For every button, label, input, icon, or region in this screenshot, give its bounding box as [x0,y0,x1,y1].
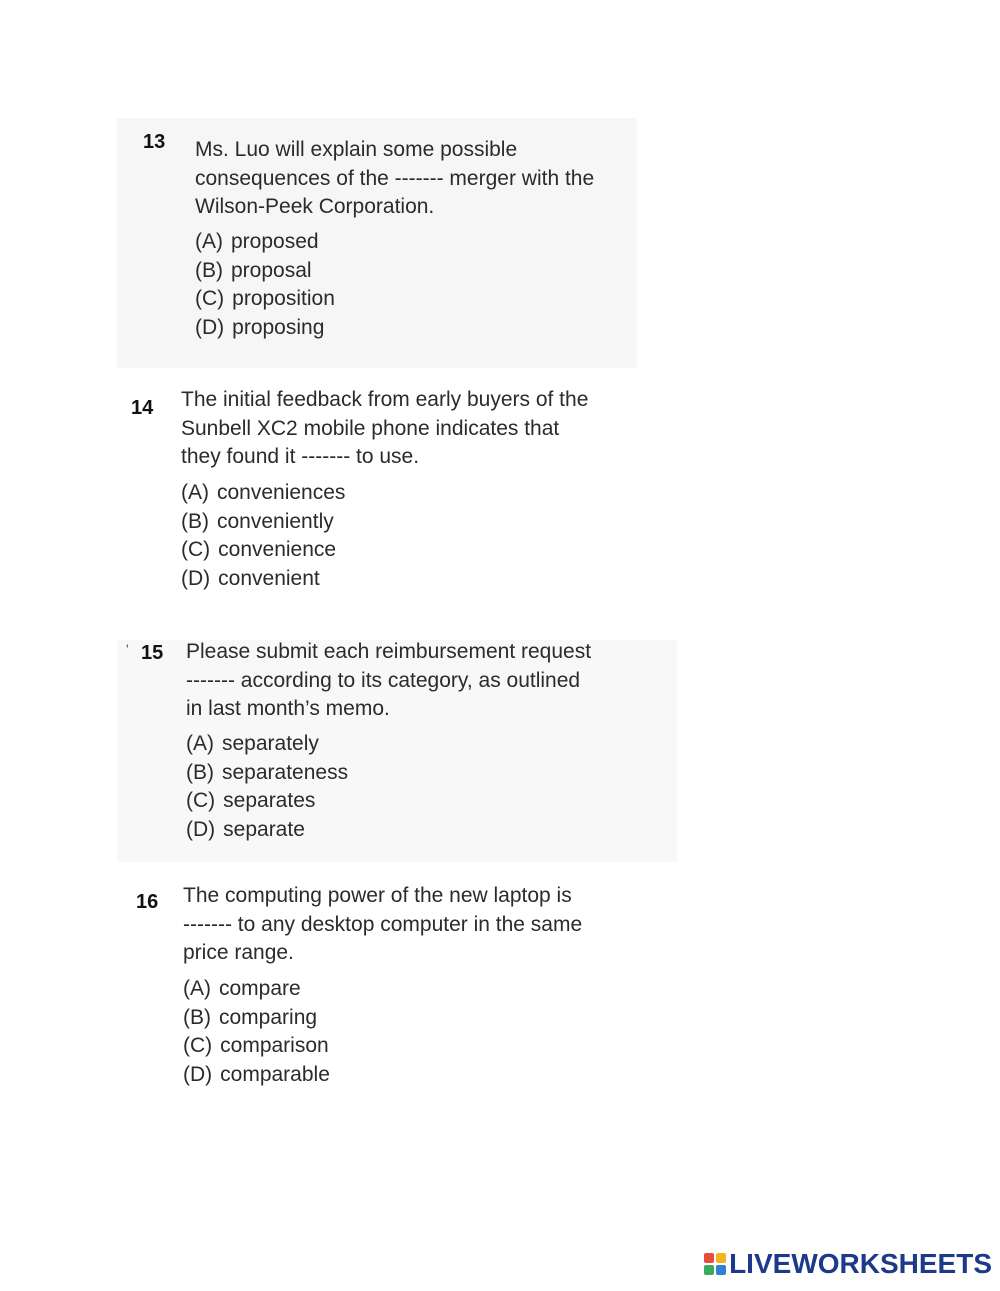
logo-square-blue [716,1265,726,1275]
question-text: The computing power of the new laptop is ------- to any desktop computer in the same price range. [183,884,583,964]
answer-option[interactable]: (D) separate [186,817,305,841]
answer-options [181,479,345,593]
answer-option[interactable]: (A) proposed [195,230,319,253]
answer-option[interactable]: (A) conveniences [181,481,346,504]
answer-option[interactable]: (C) proposition [195,287,335,310]
answer-options [183,975,330,1089]
logo-text: LIVEWORKSHEETS [729,1248,992,1279]
logo-square-green [704,1265,714,1275]
answer-option[interactable]: (A) compare [183,977,301,1000]
scan-mark: ' [126,641,129,657]
answer-option[interactable]: (B) comparing [183,1005,318,1029]
logo-square-red [704,1253,714,1263]
answer-option[interactable]: (C) convenience [181,538,337,561]
question-text: Ms. Luo will explain some possible consequences of the ------- merger with the Wilson-Peek Corporation. [195,138,595,218]
answer-option[interactable]: (B) conveniently [181,509,334,533]
answer-option[interactable]: (C) comparison [183,1034,329,1057]
question-number: 14 [131,397,154,419]
logo-square-yellow [716,1253,726,1263]
answer-option[interactable]: (D) convenient [181,566,320,590]
logo-icon [704,1253,726,1275]
answer-option[interactable]: (D) proposing [195,315,325,339]
answer-options [186,730,348,844]
answer-option[interactable]: (D) comparable [183,1062,330,1086]
answer-option[interactable]: (A) separately [186,732,319,755]
question-number: 13 [143,131,166,153]
answer-option[interactable]: (B) separateness [186,760,349,784]
question-number: 16 [136,891,159,913]
answer-options [195,228,335,342]
question-text: Please submit each reimbursement request ------- according to its category, as outlined in last month’s memo. [186,640,592,720]
answer-option[interactable]: (B) proposal [195,258,312,282]
question-text: The initial feedback from early buyers of the Sunbell XC2 mobile phone indicates that they found it ------- to use. [181,388,589,468]
answer-option[interactable]: (C) separates [186,789,316,812]
liveworksheets-logo[interactable] [704,1249,992,1279]
question-number: 15 [141,642,164,664]
